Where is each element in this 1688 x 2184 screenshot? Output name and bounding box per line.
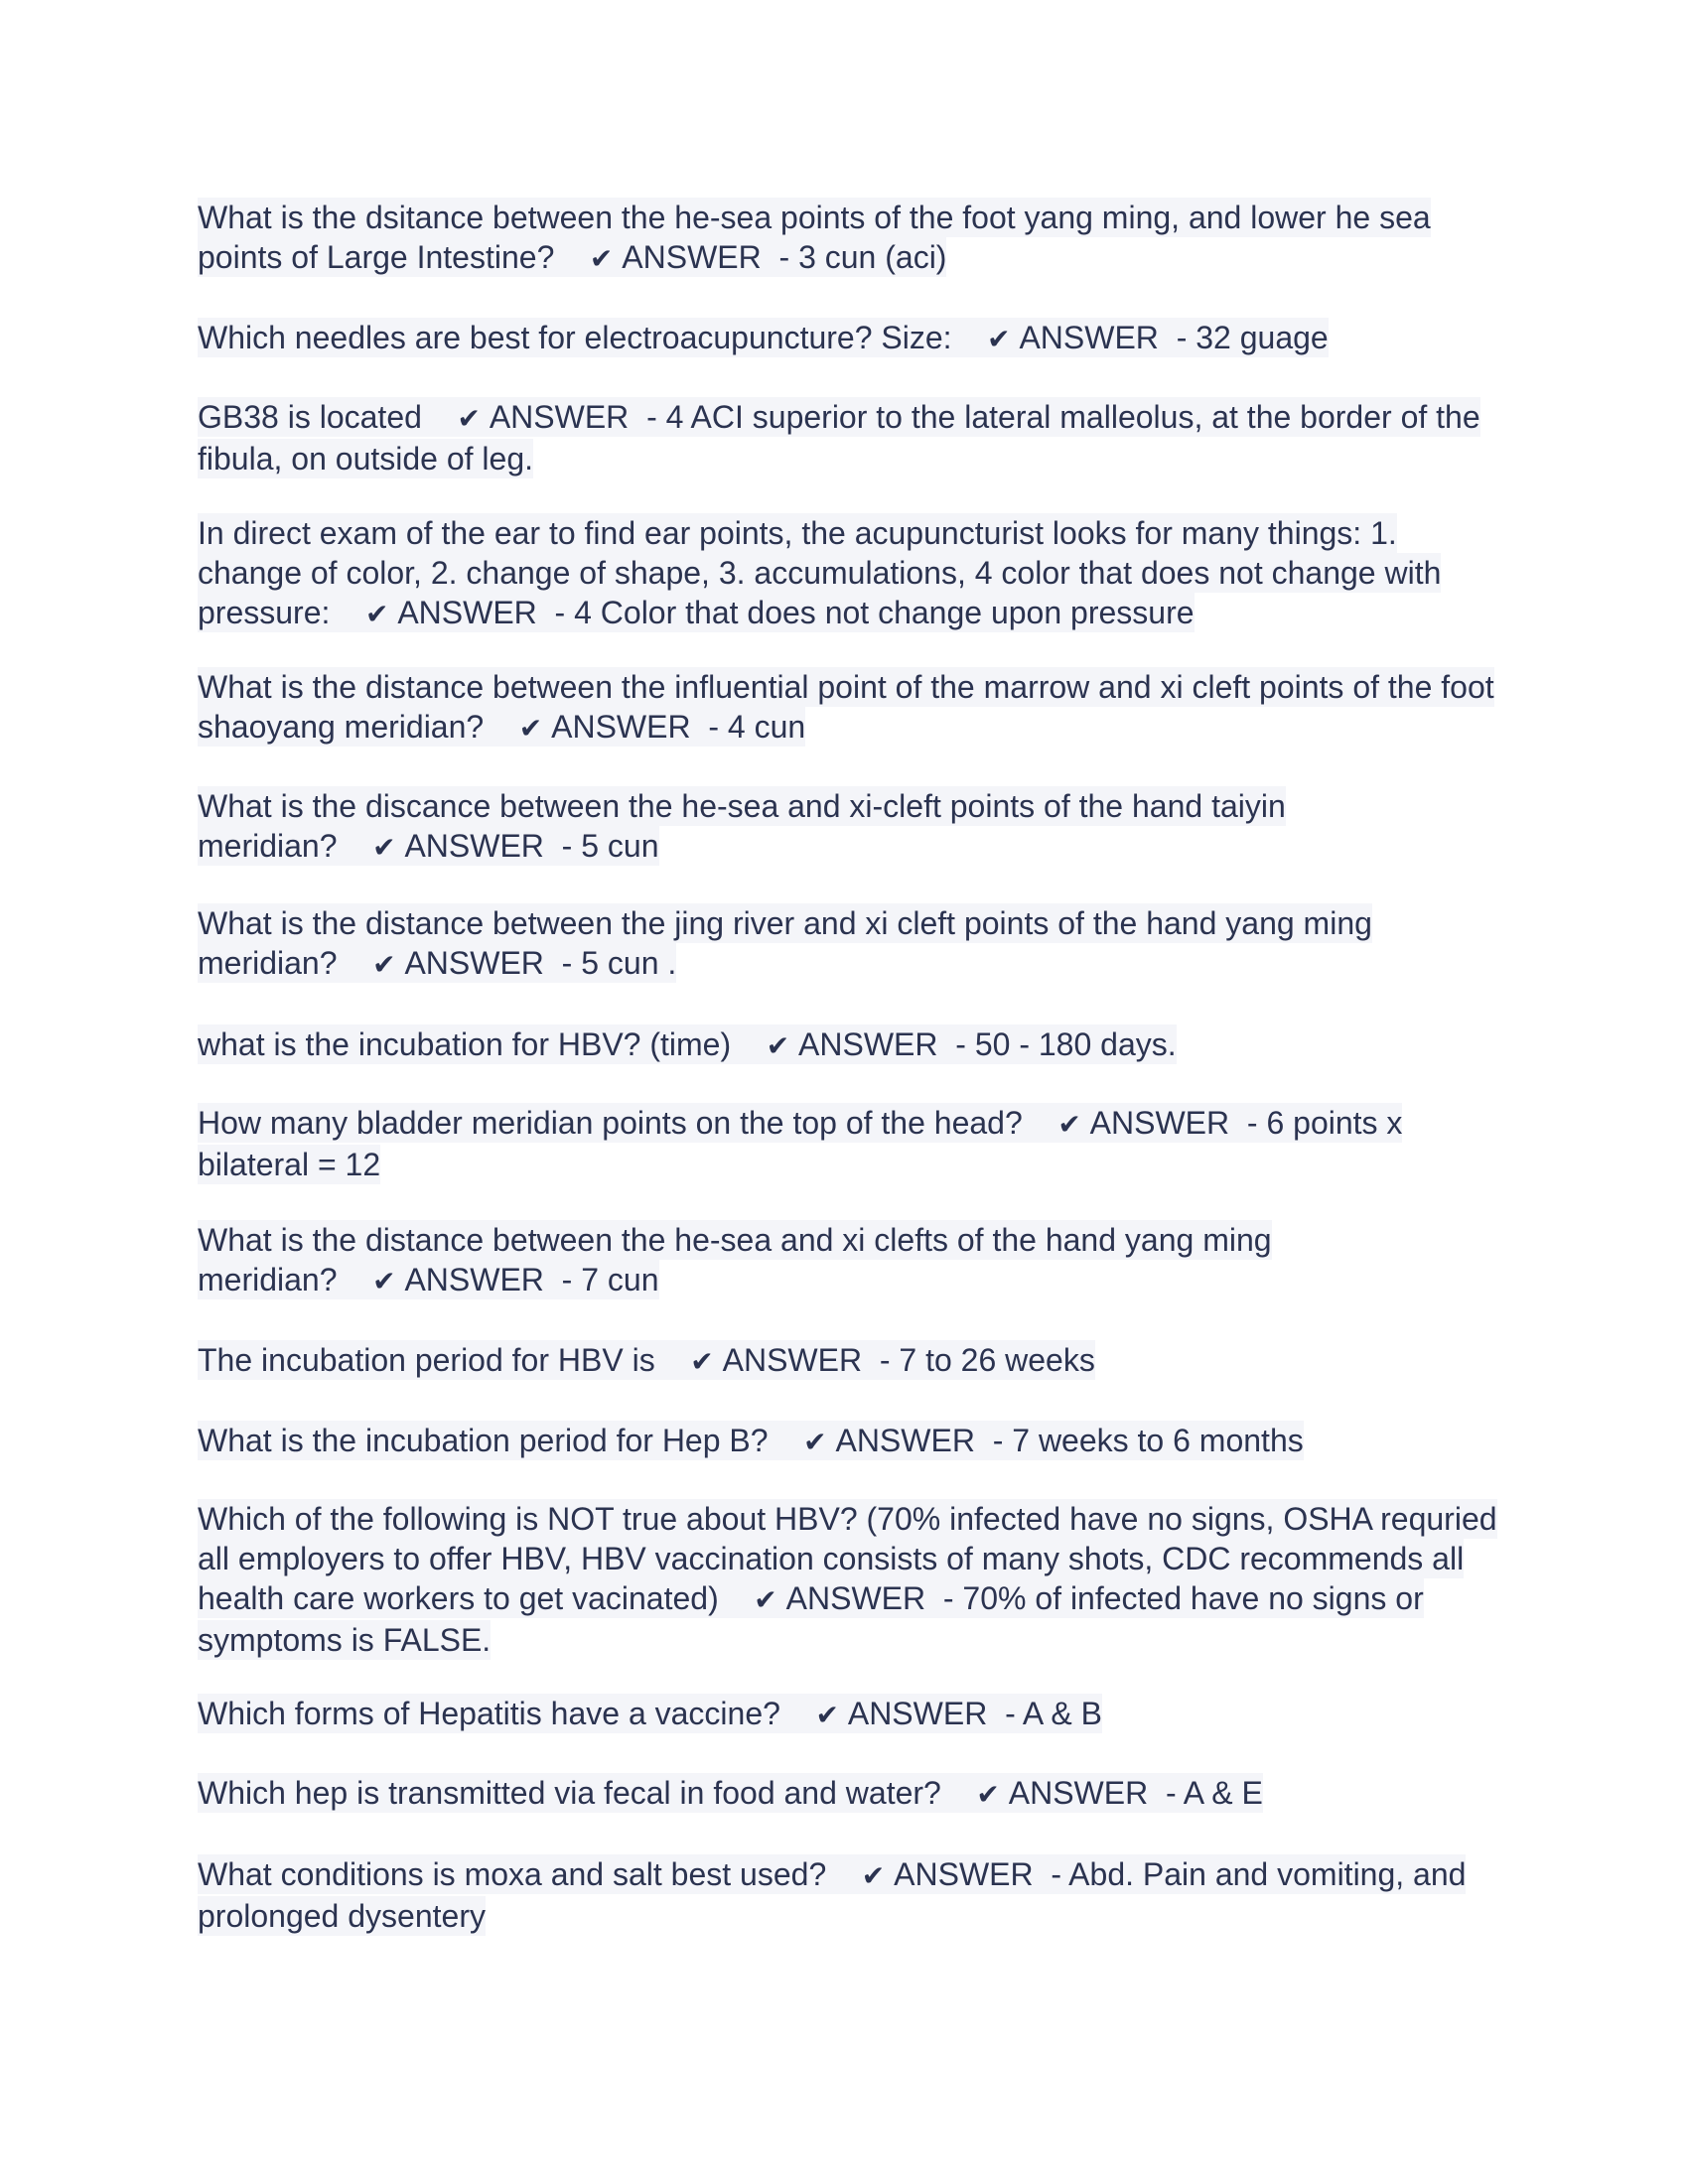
check-icon: ✔ [518, 712, 543, 745]
qa-entry [198, 1694, 1508, 1735]
question-text: How many bladder meridian points on the top of the head? [198, 1105, 1023, 1141]
qa-entry [198, 1773, 1508, 1815]
qa-entry [198, 1421, 1508, 1462]
answer-label: ANSWER [1008, 1775, 1149, 1811]
answer-label: ANSWER [847, 1696, 988, 1731]
answer-text: - 70% of infected have no signs or symptoms is FALSE. [198, 1580, 1424, 1658]
qa-text [198, 198, 1431, 277]
question-text: Which forms of Hepatitis have a vaccine? [198, 1696, 780, 1731]
answer-text: - 32 guage [1176, 320, 1329, 355]
qa-entry [198, 786, 1508, 868]
answer-text: - 6 points x bilateral = 12 [198, 1105, 1403, 1182]
question-text: Which hep is transmitted via fecal in food and water? [198, 1775, 941, 1811]
qa-entry [198, 903, 1508, 985]
check-icon: ✔ [372, 1265, 396, 1297]
qa-entry [198, 513, 1508, 634]
question-text: The incubation period for HBV is [198, 1342, 655, 1378]
answer-label: ANSWER [1089, 1105, 1230, 1141]
qa-entry [198, 397, 1508, 478]
qa-text [198, 1024, 1177, 1064]
qa-text [198, 1499, 1497, 1660]
answer-text: - 7 weeks to 6 months [992, 1423, 1304, 1458]
answer-text: - 7 to 26 weeks [879, 1342, 1095, 1378]
check-icon: ✔ [1057, 1108, 1081, 1141]
question-text: What is the distance between the he-sea and xi clefts of the hand yang ming meridian? [198, 1222, 1272, 1297]
answer-label: ANSWER [835, 1423, 975, 1458]
check-icon: ✔ [457, 402, 481, 435]
answer-label: ANSWER [894, 1856, 1034, 1892]
qa-entry [198, 198, 1508, 279]
qa-text [198, 1103, 1402, 1184]
qa-text [198, 1773, 1263, 1813]
question-text: What is the distance between the influential point of the marrow and xi cleft points of the foot shaoyang meridian? [198, 669, 1494, 745]
answer-label: ANSWER [722, 1342, 863, 1378]
answer-text: - 4 Color that does not change upon pressure [554, 595, 1195, 630]
answer-label: ANSWER [404, 945, 544, 981]
check-icon: ✔ [815, 1699, 839, 1731]
check-icon: ✔ [372, 948, 396, 981]
answer-label: ANSWER [551, 709, 691, 745]
qa-entry [198, 1103, 1508, 1184]
answer-label: ANSWER [1019, 320, 1159, 355]
check-icon: ✔ [690, 1345, 714, 1378]
question-text: Which needles are best for electroacupuncture? Size: [198, 320, 952, 355]
answer-text: - 4 cun [708, 709, 806, 745]
question-text: What is the distance between the jing river and xi cleft points of the hand yang ming meridian? [198, 905, 1372, 981]
answer-label: ANSWER [404, 828, 544, 864]
answer-label: ANSWER [785, 1580, 926, 1616]
answer-text: - 50 - 180 days. [955, 1026, 1177, 1062]
answer-label: ANSWER [489, 399, 630, 435]
qa-entry [198, 1340, 1508, 1382]
check-icon: ✔ [372, 831, 396, 864]
answer-text: - 3 cun (aci) [778, 239, 947, 275]
check-icon: ✔ [364, 598, 389, 630]
question-text: In direct exam of the ear to find ear points, the acupuncturist looks for many things: 1. change of color, 2. change of shape, 3. accumulations, 4 color that does not change with pressure: [198, 515, 1442, 630]
qa-entry [198, 1499, 1508, 1660]
check-icon: ✔ [861, 1859, 886, 1892]
qa-text [198, 667, 1494, 747]
qa-entry [198, 1220, 1508, 1301]
answer-label: ANSWER [622, 239, 762, 275]
answer-text: - Abd. Pain and vomiting, and prolonged dysentery [198, 1856, 1467, 1934]
question-text: What is the dsitance between the he-sea points of the foot yang ming, and lower he sea points of Large Intestine? [198, 200, 1431, 275]
question-text: What conditions is moxa and salt best used? [198, 1856, 827, 1892]
question-text: What is the incubation period for Hep B? [198, 1423, 769, 1458]
qa-text [198, 786, 1286, 866]
qa-text [198, 1340, 1095, 1380]
answer-text: - A & E [1165, 1775, 1263, 1811]
qa-text [198, 1220, 1272, 1299]
check-icon: ✔ [987, 323, 1011, 355]
qa-entry [198, 667, 1508, 749]
check-icon: ✔ [589, 242, 614, 275]
qa-text [198, 1421, 1304, 1460]
answer-label: ANSWER [397, 595, 537, 630]
qa-text [198, 318, 1329, 357]
question-text: Which of the following is NOT true about HBV? (70% infected have no signs, OSHA requried all employers to offer HBV, HBV vaccination consists of many shots, CDC recommends all health care workers to get vacinated) [198, 1501, 1497, 1616]
qa-text [198, 1694, 1102, 1733]
qa-text [198, 903, 1372, 983]
question-text: GB38 is located [198, 399, 422, 435]
question-text: What is the discance between the he-sea and xi-cleft points of the hand taiyin meridian? [198, 788, 1286, 864]
answer-text: - 5 cun [561, 828, 659, 864]
question-text: what is the incubation for HBV? (time) [198, 1026, 732, 1062]
qa-text [198, 513, 1441, 632]
qa-text [198, 397, 1480, 478]
answer-label: ANSWER [798, 1026, 938, 1062]
check-icon: ✔ [803, 1426, 827, 1458]
answer-text: - 5 cun . [561, 945, 677, 981]
answer-text: - 7 cun [561, 1262, 659, 1297]
qa-entry [198, 1024, 1508, 1066]
check-icon: ✔ [766, 1029, 790, 1062]
qa-entry [198, 318, 1508, 359]
check-icon: ✔ [976, 1778, 1000, 1811]
qa-entry [198, 1854, 1508, 1936]
answer-text: - A & B [1005, 1696, 1102, 1731]
qa-text [198, 1854, 1466, 1936]
answer-text: - 4 ACI superior to the lateral malleolus, at the border of the fibula, on outside of leg. [198, 399, 1480, 477]
check-icon: ✔ [754, 1583, 777, 1616]
answer-label: ANSWER [404, 1262, 544, 1297]
